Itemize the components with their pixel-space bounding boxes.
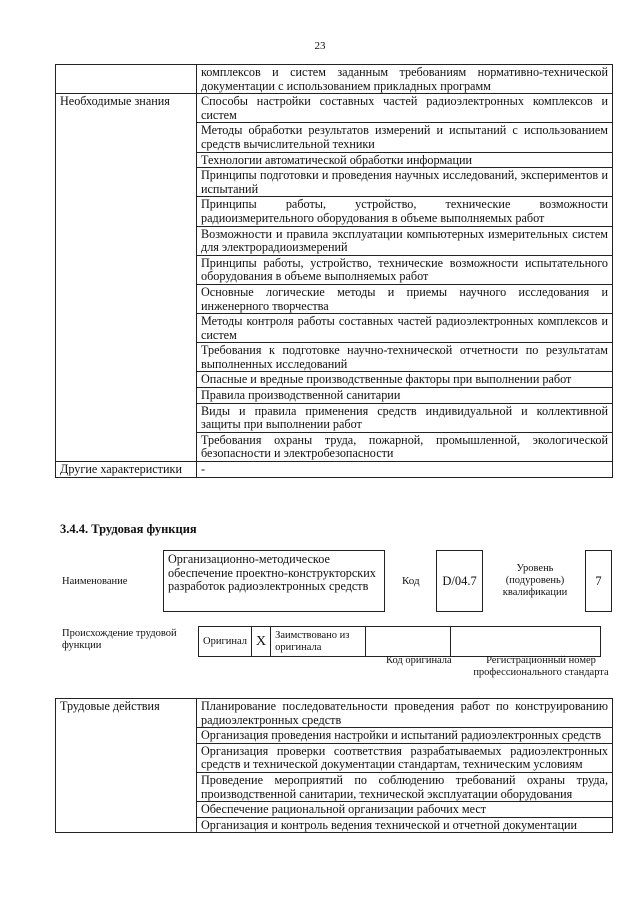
knowledge-item-text: Принципы работы, устройство, технические возможности испытательного оборудования в объеме выполняемых работ (197, 255, 613, 284)
continued-text: комплексов и систем заданным требованиям нормативно-технической документации с использованием прикладных программ (197, 65, 613, 94)
original-code-cell (366, 627, 451, 657)
function-code-value: D/04.7 (442, 573, 477, 588)
page-number: 23 (314, 40, 326, 52)
original-label: Оригинал (199, 627, 252, 657)
knowledge-label: Необходимые знания (56, 94, 197, 462)
reg-number-cell (451, 627, 601, 657)
knowledge-item-text: Методы обработки результатов измерений и испытаний с использованием средств вычислительной техники (197, 123, 613, 152)
knowledge-item-text: Виды и правила применения средств индивидуальной и коллективной защиты при выполнении работ (197, 403, 613, 432)
other-label: Другие характеристики (56, 462, 197, 478)
labor-action-item-text: Организация проверки соответствия разрабатываемых радиоэлектронных средств и технической документации стандартам, техническим условиям (197, 743, 613, 772)
knowledge-item-text: Основные логические методы и приемы научного исследования и инженерного творчества (197, 284, 613, 313)
level-box (585, 550, 612, 612)
labor-action-item (56, 699, 613, 728)
function-name-box: Организационно-методическое обеспечение проектно-конструкторских разработок радиоэлектронных средств (163, 550, 385, 612)
labor-action-item-text: Планирование последовательности проведения работ по конструированию радиоэлектронных средств (197, 699, 613, 728)
labor-action-item-text: Проведение мероприятий по соблюдению требований охраны труда, производственной санитарии, технической эксплуатации оборудования (197, 772, 613, 801)
labor-actions-table (55, 698, 613, 833)
knowledge-item-text: Принципы подготовки и проведения научных исследований, экспериментов и испытаний (197, 168, 613, 197)
original-mark: X (252, 627, 271, 657)
labor-action-item-text: Организация и контроль ведения технической и отчетной документации (197, 817, 613, 833)
origin-label: Происхождение трудовой функции (62, 628, 177, 651)
knowledge-item-text: Технологии автоматической обработки информации (197, 152, 613, 168)
name-label: Наименование (62, 576, 128, 587)
level-label: Уровень (подуровень) квалификации (502, 563, 568, 598)
empty-label-cell (56, 65, 197, 94)
origin-table (198, 626, 601, 657)
labor-actions-label: Трудовые действия (56, 699, 197, 833)
labor-action-item-text: Организация проведения настройки и испытаний радиоэлектронных средств (197, 728, 613, 744)
knowledge-item-text: Методы контроля работы составных частей радиоэлектронных комплексов и систем (197, 314, 613, 343)
level-value: 7 (595, 573, 602, 588)
knowledge-table (55, 64, 613, 478)
knowledge-item-text: Способы настройки составных частей радиоэлектронных комплексов и систем (197, 94, 613, 123)
knowledge-item-text: Требования к подготовке научно-технической отчетности по результатам выполненных исследований (197, 343, 613, 372)
knowledge-item-text: Возможности и правила эксплуатации компьютерных измерительных систем для электрорадиоизмерений (197, 226, 613, 255)
knowledge-item-text: Принципы работы, устройство, технические возможности радиоизмерительного оборудования в объеме выполняемых работ (197, 197, 613, 226)
labor-action-item-text: Обеспечение рациональной организации рабочих мест (197, 802, 613, 818)
knowledge-item (56, 94, 613, 123)
reg-number-caption: Регистрационный номер профессионального стандарта (473, 655, 609, 678)
knowledge-item-text: Опасные и вредные производственные факторы при выполнении работ (197, 372, 613, 388)
code-label: Код (402, 575, 420, 587)
code-original-caption: Код оригинала (386, 655, 452, 666)
section-heading: 3.4.4. Трудовая функция (60, 522, 197, 536)
other-characteristics-row (56, 462, 613, 478)
borrowed-label: Заимствовано из оригинала (271, 627, 366, 657)
continued-row (56, 65, 613, 94)
knowledge-item-text: Требования охраны труда, пожарной, промышленной, экологической безопасности и электробезопасности (197, 432, 613, 461)
function-code-box (436, 550, 483, 612)
other-value: - (197, 462, 613, 478)
knowledge-item-text: Правила производственной санитарии (197, 388, 613, 404)
